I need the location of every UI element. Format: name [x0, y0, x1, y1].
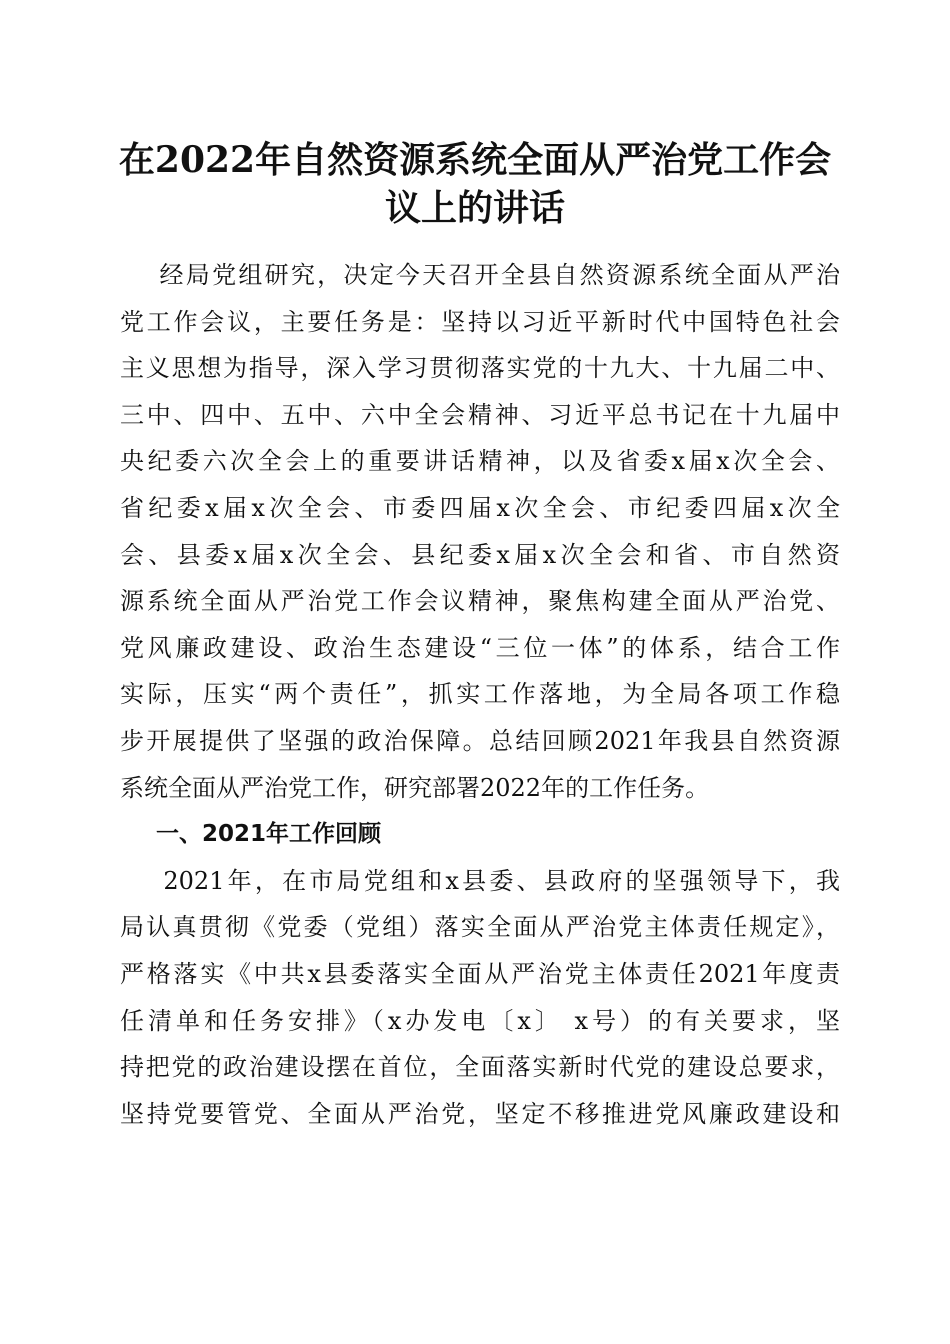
paragraph-intro [120, 252, 840, 811]
document-title [100, 136, 850, 232]
paragraph-review [120, 858, 840, 1138]
text-line: 严格落实《中共x县委落实全面从严治党主体责任2021年度责 [120, 959, 840, 988]
text-line: 步开展提供了坚强的政治保障。总结回顾2021年我县自然资源 [120, 726, 840, 755]
title-line-2: 议上的讲话 [384, 187, 565, 229]
text-line: 任清单和任务安排》（x办发电〔x〕 x号）的有关要求，坚 [120, 1006, 840, 1035]
text-line: 实际，压实“两个责任”，抓实工作落地，为全局各项工作稳 [120, 680, 840, 709]
section-heading: 一、2021年工作回顾 [156, 821, 382, 848]
text-line: 会、县委x届x次全会、县纪委x届x次全会和省、市自然资 [120, 540, 840, 569]
text-line: 持把党的政治建设摆在首位，全面落实新时代党的建设总要求， [120, 1053, 840, 1082]
text-line: 局认真贯彻《党委（党组）落实全面从严治党主体责任规定》， [120, 913, 840, 942]
text-line: 三中、四中、五中、六中全会精神、习近平总书记在十九届中 [120, 400, 840, 429]
text-line: 省纪委x届x次全会、市委四届x次全会、市纪委四届x次全 [120, 493, 840, 522]
text-line: 源系统全面从严治党工作会议精神，聚焦构建全面从严治党、 [120, 587, 840, 616]
text-line: 党工作会议，主要任务是：坚持以习近平新时代中国特色社会 [120, 307, 840, 336]
text-line: 经局党组研究，决定今天召开全县自然资源系统全面从严治 [120, 261, 840, 289]
text-line: 主义思想为指导，深入学习贯彻落实党的十九大、十九届二中、 [120, 354, 840, 383]
text-line: 党风廉政建设、政治生态建设“三位一体”的体系，结合工作 [120, 633, 840, 662]
text-line: 央纪委六次全会上的重要讲话精神，以及省委x届x次全会、 [120, 447, 840, 476]
text-line: 坚持党要管党、全面从严治党，坚定不移推进党风廉政建设和 [120, 1099, 840, 1128]
document-body [120, 252, 840, 1137]
title-line-1: 在2022年自然资源系统全面从严治党工作会 [118, 139, 832, 181]
text-line: 系统全面从严治党工作，研究部署2022年的工作任务。 [120, 773, 710, 802]
text-line: 2021年，在市局党组和x县委、县政府的坚强领导下，我 [120, 866, 840, 895]
